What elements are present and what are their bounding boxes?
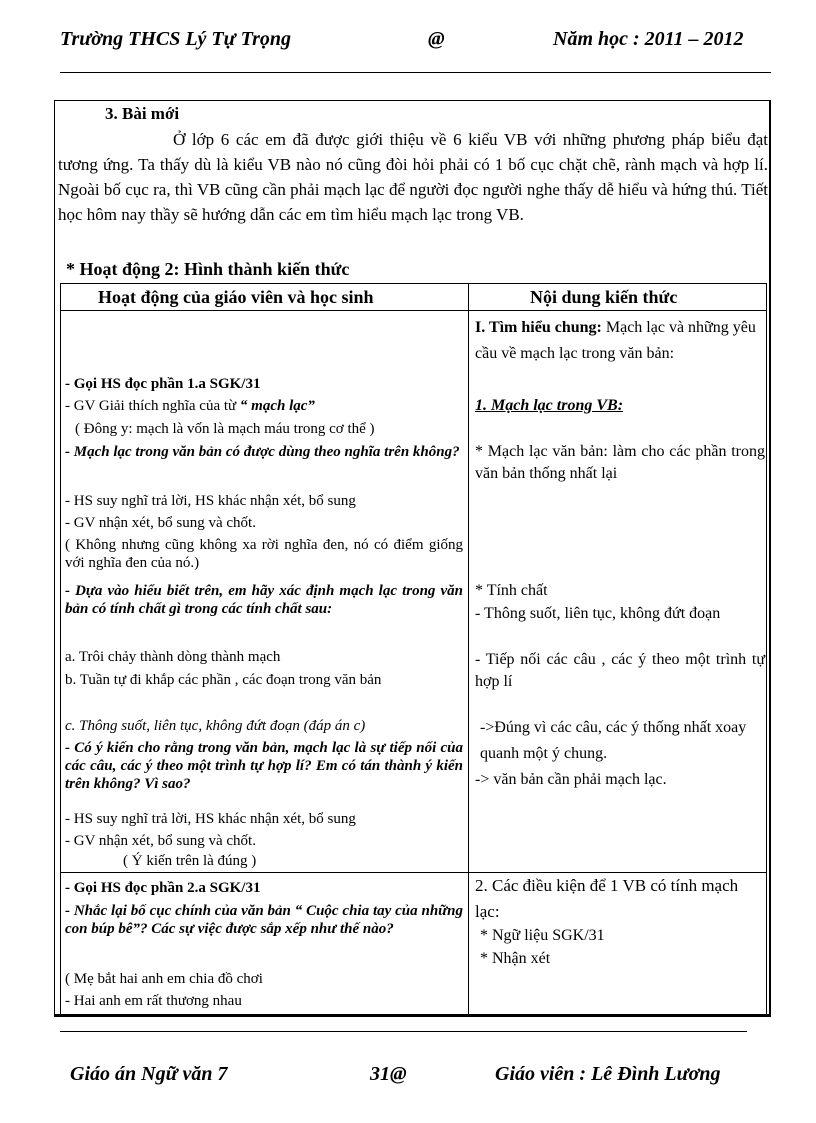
right-line-8: -> văn bản cần phải mạch lạc.	[475, 771, 667, 788]
right-line-10: * Ngữ liệu SGK/31	[480, 927, 605, 944]
left-line-6: - GV nhận xét, bổ sung và chốt.	[65, 515, 256, 531]
left-line-8: - Dựa vào hiểu biết trên, em hãy xác định mạch lạc trong văn bản có tính chất gì trong các tính chất sau:	[65, 583, 463, 617]
left-line-14: - GV nhận xét, bổ sung và chốt.	[65, 833, 256, 849]
right-line-5: - Thông suốt, liên tục, không đứt đoạn	[475, 605, 721, 622]
right-line-11: * Nhận xét	[480, 950, 551, 967]
left-line-7: ( Không nhưng cũng không xa rời nghĩa đen, nó có điểm giống với nghĩa đen của nó.)	[65, 537, 463, 571]
left-line-3: ( Đông y: mạch là vốn là mạch máu trong cơ thể )	[75, 421, 375, 437]
left-line-11: c. Thông suốt, liên tục, không đứt đoạn (đáp án c)	[65, 718, 366, 734]
header-symbol: @	[428, 28, 445, 50]
right-line-1	[475, 315, 765, 367]
header-year: Năm học : 2011 – 2012	[553, 28, 744, 50]
right-line-7: ->Đúng vì các câu, các ý thống nhất xoay quanh một ý chung.	[480, 719, 747, 762]
left-line-19: - Hai anh em rất thương nhau	[65, 993, 242, 1009]
header-school: Trường THCS Lý Tự Trọng	[60, 28, 292, 50]
header-rule	[60, 72, 771, 73]
footer-page: 31@	[370, 1063, 407, 1085]
right-line-1-heading: I. Tìm hiểu chung:	[475, 319, 602, 336]
left-line-2-term: “ mạch lạc”	[239, 398, 315, 414]
left-line-12: - Có ý kiến cho rằng trong văn bản, mạch lạc là sự tiếp nối của các câu, các ý theo một trình tự hợp lí? Em có tán thành ý kiến trên không? Vì sao?	[65, 740, 463, 792]
left-line-2-text: - GV Giải thích nghĩa của từ	[65, 398, 240, 414]
left-line-15: ( Ý kiến trên là đúng )	[123, 853, 257, 869]
right-line-2: 1. Mạch lạc trong VB:	[475, 397, 624, 414]
section-title: 3. Bài mới	[105, 104, 180, 123]
footer-right: Giáo viên : Lê Đình Lương	[495, 1063, 721, 1085]
col-right-header: Nội dung kiến thức	[530, 287, 678, 307]
left-line-9: a. Trôi chảy thành dòng thành mạch	[65, 649, 281, 665]
left-line-13: - HS suy nghĩ trả lời, HS khác nhận xét, bổ sung	[65, 811, 356, 827]
left-line-10: b. Tuần tự đi khắp các phần , các đoạn trong văn bản	[65, 672, 382, 688]
footer-rule	[60, 1031, 747, 1032]
left-line-5: - HS suy nghĩ trả lời, HS khác nhận xét, bổ sung	[65, 493, 356, 509]
right-line-4: * Tính chất	[475, 582, 548, 599]
left-line-4: - Mạch lạc trong văn bản có được dùng theo nghĩa trên không?	[65, 444, 460, 460]
left-line-1: - Gọi HS đọc phần 1.a SGK/31	[65, 376, 261, 392]
footer-left: Giáo án Ngữ văn 7	[70, 1063, 228, 1085]
intro-paragraph: Ở lớp 6 các em đã được giới thiệu về 6 kiểu VB với những phương pháp biểu đạt tương ứng. Ta thấy dù là kiểu VB nào nó cũng đòi hỏi phải có 1 bố cục chặt chẽ, rành mạch và hợp lí. Ngoài bố cục ra, thì VB cũng cần phải mạch lạc để người đọc người nghe thấy dễ hiểu và hứng thú. Tiết học hôm nay thầy sẽ hướng dẫn các em tìm hiểu mạch lạc trong VB.	[58, 130, 768, 224]
column-divider	[468, 283, 469, 1016]
col-left-header: Hoạt động của giáo viên và học sinh	[98, 287, 374, 307]
left-line-16: - Gọi HS đọc phần 2.a SGK/31	[65, 880, 261, 896]
left-line-17: - Nhắc lại bố cục chính của văn bản “ Cuộc chia tay của những con búp bê”? Các sự việc được sắp xếp như thế nào?	[65, 903, 463, 937]
left-line-2	[65, 397, 463, 415]
left-line-18: ( Mẹ bắt hai anh em chia đồ chơi	[65, 971, 263, 987]
activity-heading: * Hoạt động 2: Hình thành kiến thức	[66, 259, 350, 279]
right-line-1-text: Mạch lạc và những yêu cầu về mạch lạc trong văn bản:	[475, 319, 756, 362]
header-row-divider	[60, 310, 767, 311]
right-line-6: - Tiếp nối các câu , các ý theo một trình tự hợp lí	[475, 651, 765, 690]
right-line-9: 2. Các điều kiện để 1 VB có tính mạch lạc:	[475, 876, 739, 921]
right-line-3: * Mạch lạc văn bản: làm cho các phần trong văn bản thống nhất lại	[475, 443, 765, 482]
